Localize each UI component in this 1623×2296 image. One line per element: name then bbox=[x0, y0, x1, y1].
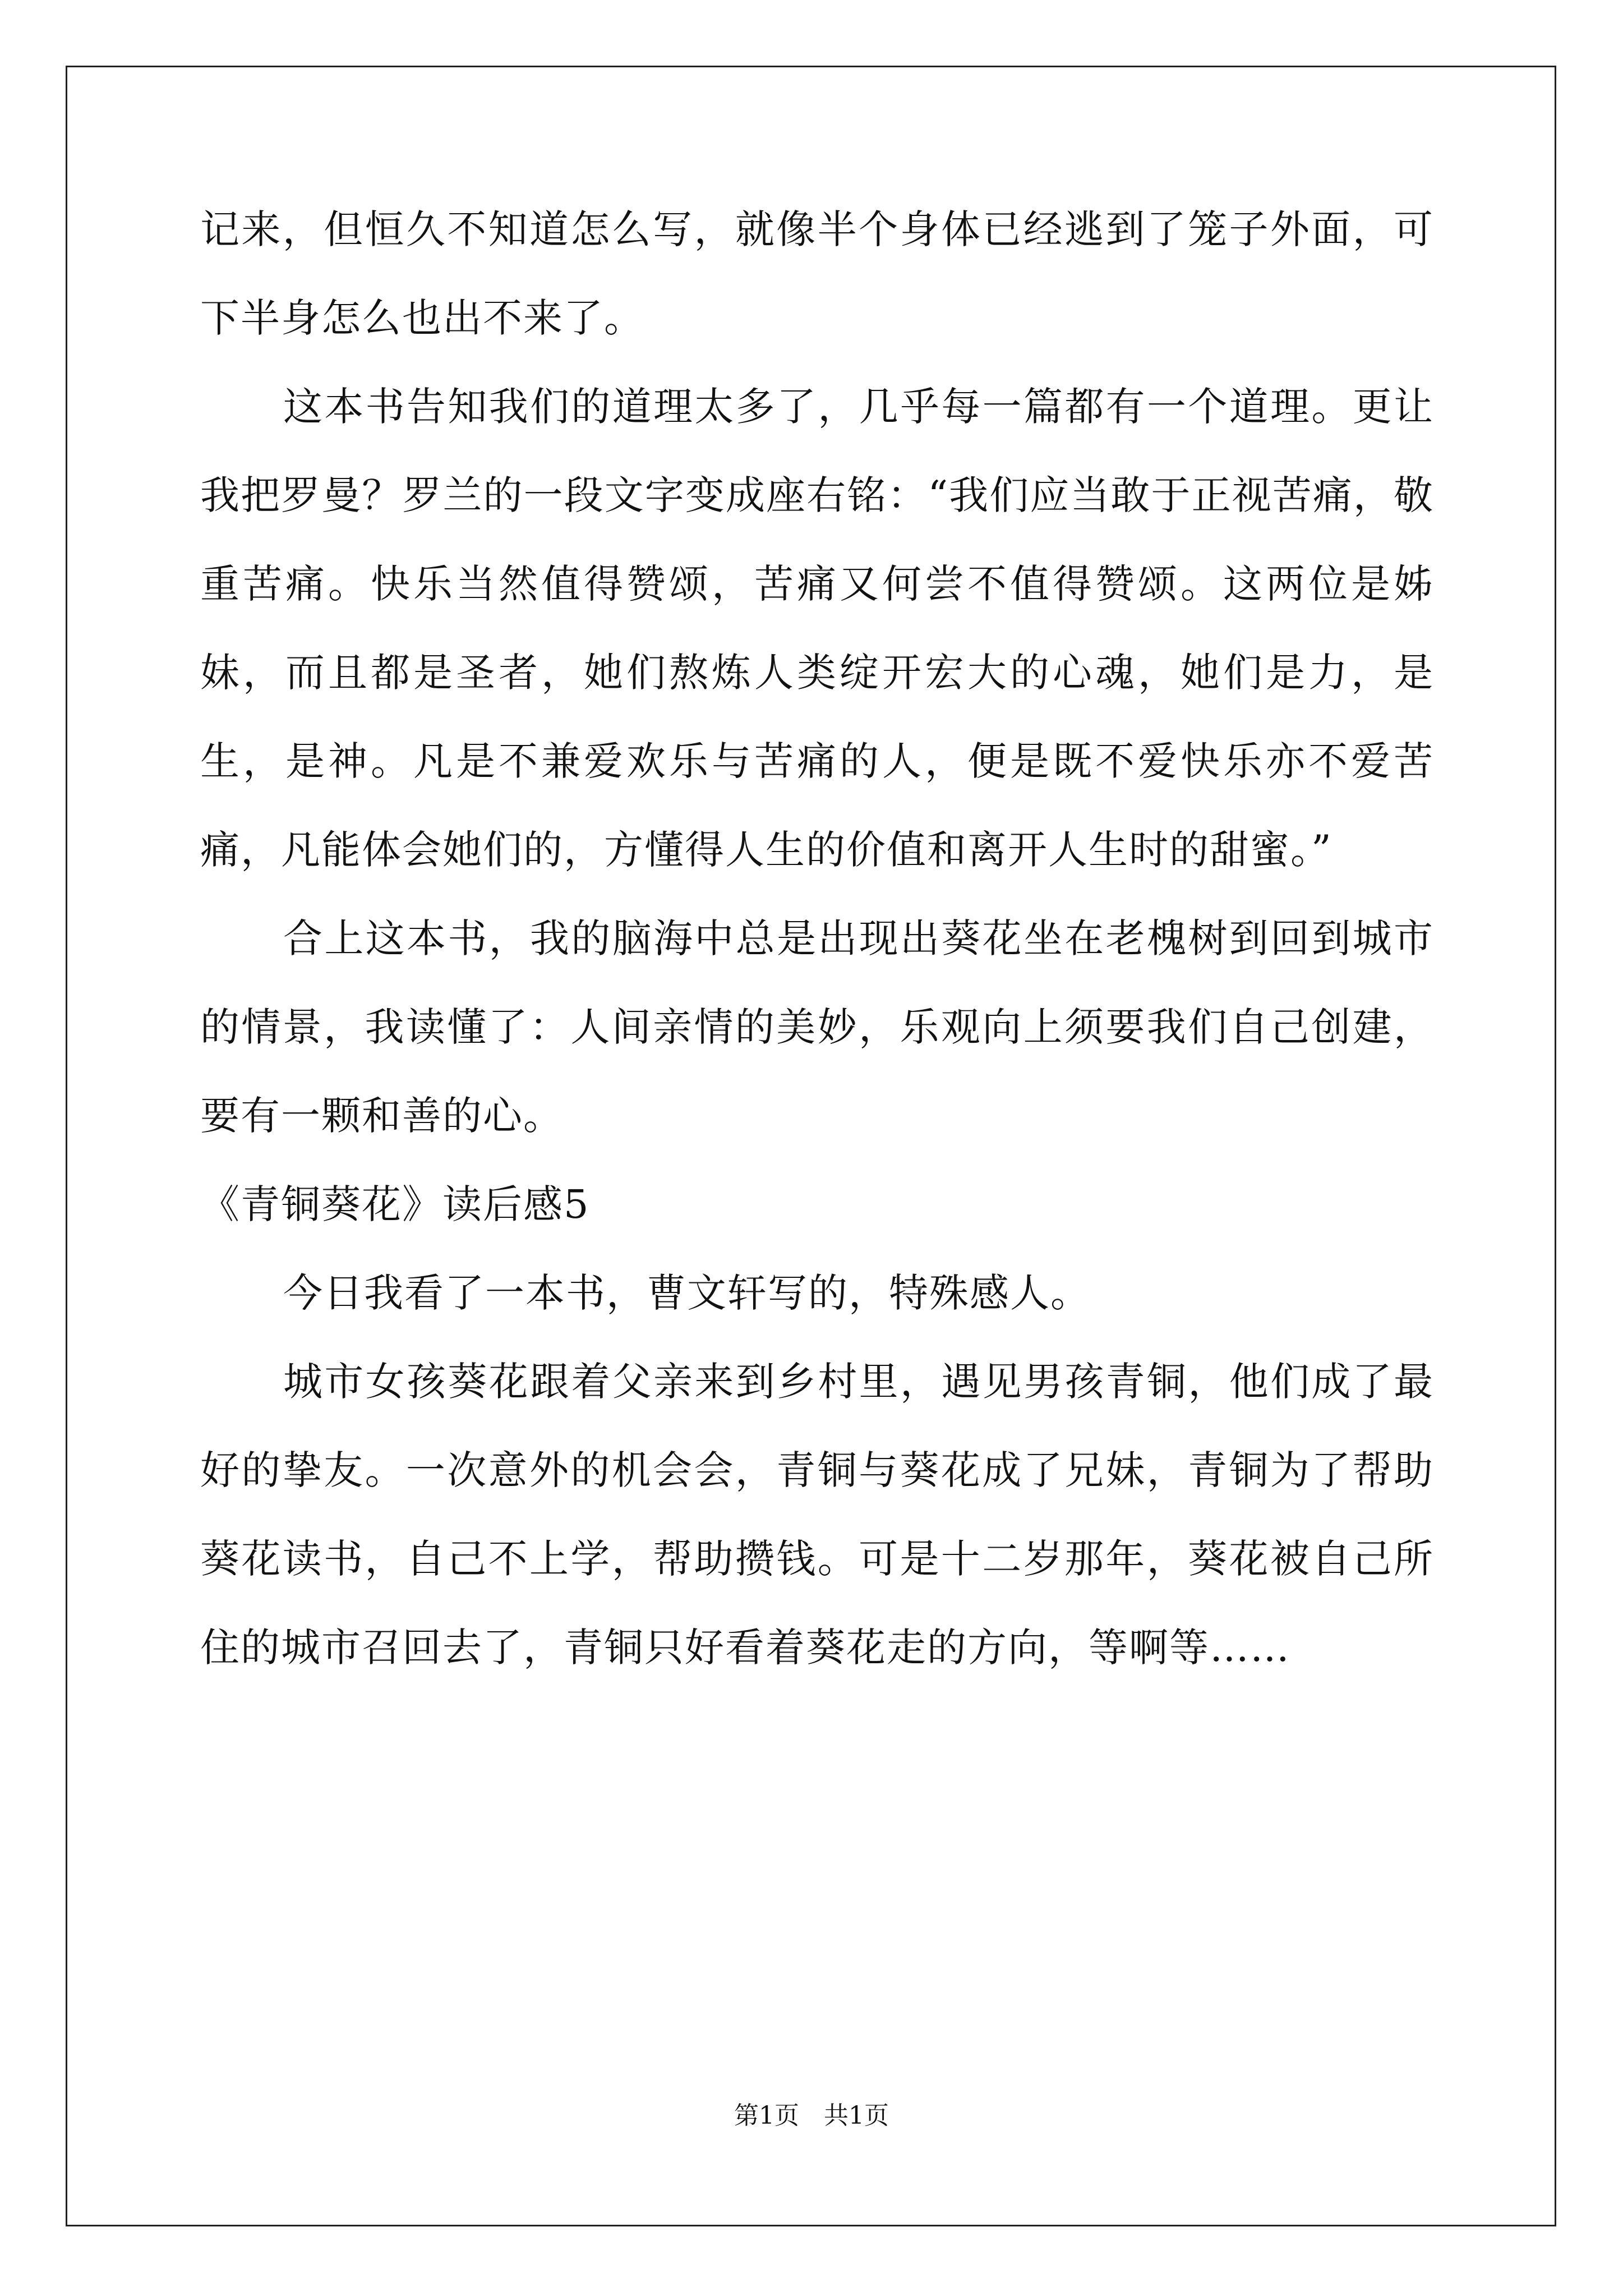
page-total: 共1页 bbox=[824, 2101, 889, 2130]
page-footer bbox=[0, 2095, 1623, 2131]
paragraph-1: 记来，但恒久不知道怎么写，就像半个身体已经逃到了笼子外面，可下半身怎么也出不来了。 bbox=[200, 206, 1434, 341]
document-body bbox=[200, 185, 1434, 1692]
section-paragraph-1: 今日我看了一本书，曹文轩写的，特殊感人。 bbox=[283, 1270, 1091, 1316]
paragraph-3: 合上这本书，我的脑海中总是出现出葵花坐在老槐树到回到城市的情景，我读懂了：人间亲情的美妙，乐观向上须要我们自己创建，要有一颗和善的心。 bbox=[200, 915, 1434, 1139]
section-title: 《青铜葵花》读后感5 bbox=[200, 1181, 590, 1227]
paragraph-2: 这本书告知我们的道理太多了，几乎每一篇都有一个道理。更让我把罗曼？罗兰的一段文字变成座右铭：“我们应当敢于正视苦痛，敬重苦痛。快乐当然值得赞颂，苦痛又何尝不值得赞颂。这两位是姊妹，而且都是圣者，她们熬炼人类绽开宏大的心魂，她们是力，是生，是神。凡是不兼爱欢乐与苦痛的人，便是既不爱快乐亦不爱苦痛，凡能体会她们的，方懂得人生的价值和离开人生时的甜蜜。” bbox=[200, 384, 1434, 873]
page-number: 第1页 bbox=[734, 2101, 799, 2130]
section-paragraph-2: 城市女孩葵花跟着父亲来到乡村里，遇见男孩青铜，他们成了最好的挚友。一次意外的机会会，青铜与葵花成了兄妹，青铜为了帮助葵花读书，自己不上学，帮助攒钱。可是十二岁那年，葵花被自己所住的城市召回去了，青铜只好看着葵花走的方向，等啊等…… bbox=[200, 1359, 1434, 1671]
